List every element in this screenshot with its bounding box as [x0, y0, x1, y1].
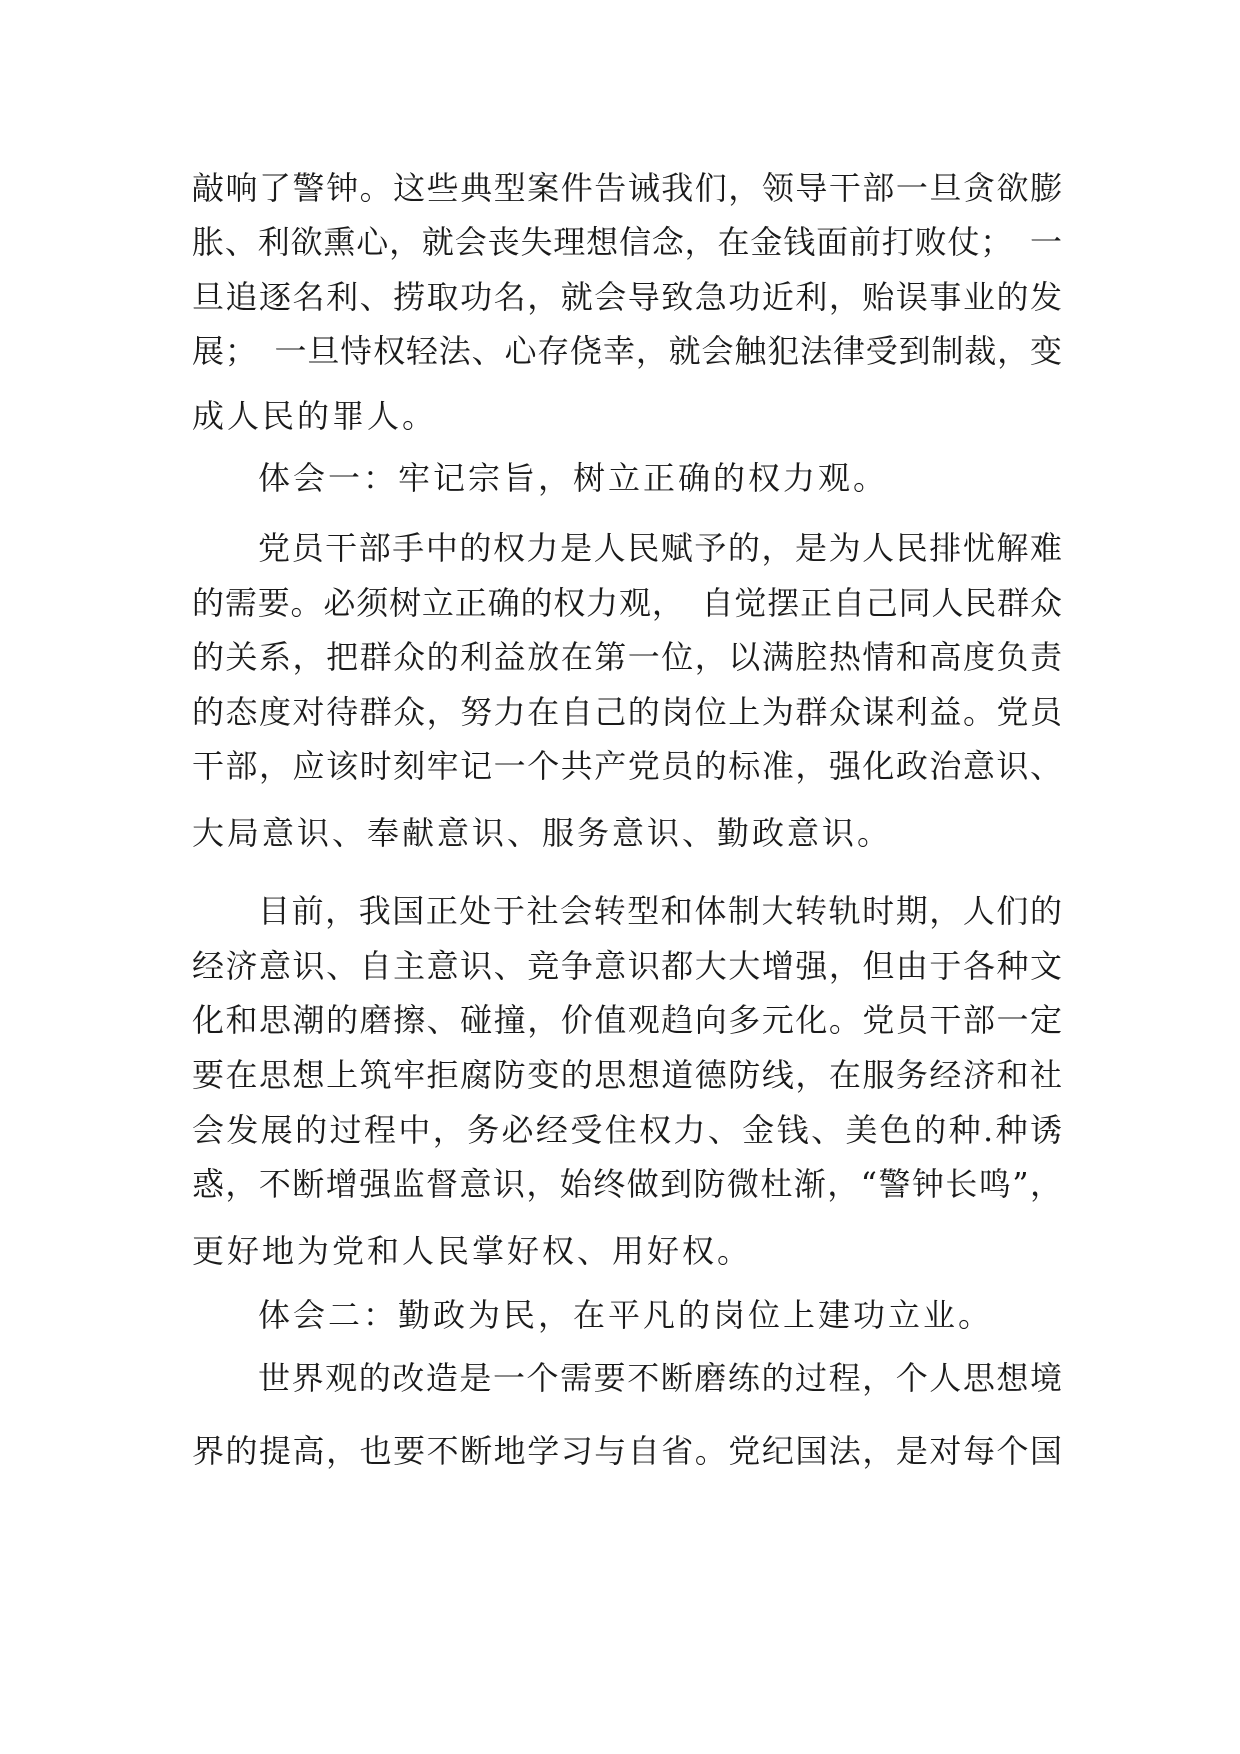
text-line: 更好地为党和人民掌好权、用好权。 [192, 1232, 753, 1270]
text-line: 党员干部手中的权力是人民赋予的，是为人民排忧解难 [258, 529, 1062, 567]
text-line: 界的提高，也要不断地学习与自省。党纪国法，是对每个国 [192, 1432, 1062, 1470]
text-line: 世界观的改造是一个需要不断磨练的过程，个人思想境 [258, 1359, 1062, 1397]
text-line: 成人民的罪人。 [192, 397, 438, 435]
text-line: 干部，应该时刻牢记一个共产党员的标准，强化政治意识、 [192, 747, 1062, 785]
text-line: 会发展的过程中，务必经受住权力、金钱、美色的种.种诱 [192, 1111, 1062, 1149]
text-line: 经济意识、自主意识、竞争意识都大大增强，但由于各种文 [192, 947, 1062, 985]
text-line: 胀、利欲熏心，就会丧失理想信念，在金钱面前打败仗； 一 [192, 223, 1062, 261]
text-line: 旦追逐名利、捞取功名，就会导致急功近利，贻误事业的发 [192, 278, 1062, 316]
text-line: 的需要。必须树立正确的权力观， 自觉摆正自己同人民群众 [192, 584, 1062, 622]
text-line: 惑，不断增强监督意识，始终做到防微杜渐，“警钟长鸣”， [192, 1165, 1062, 1203]
text-line: 敲响了警钟。这些典型案件告诫我们，领导干部一旦贪欲膨 [192, 169, 1062, 207]
section-heading: 体会一：牢记宗旨，树立正确的权力观。 [258, 459, 889, 497]
section-heading: 体会二：勤政为民，在平凡的岗位上建功立业。 [258, 1296, 994, 1334]
text-line: 的关系，把群众的利益放在第一位，以满腔热情和高度负责 [192, 638, 1062, 676]
text-line: 化和思潮的磨擦、碰撞，价值观趋向多元化。党员干部一定 [192, 1001, 1062, 1039]
text-line: 大局意识、奉献意识、服务意识、勤政意识。 [192, 814, 893, 852]
text-line: 的态度对待群众，努力在自己的岗位上为群众谋利益。党员 [192, 693, 1062, 731]
text-line: 要在思想上筑牢拒腐防变的思想道德防线，在服务经济和社 [192, 1056, 1062, 1094]
text-line: 展； 一旦恃权轻法、心存侥幸，就会触犯法律受到制裁，变 [192, 332, 1062, 370]
text-line: 目前，我国正处于社会转型和体制大转轨时期，人们的 [258, 892, 1062, 930]
